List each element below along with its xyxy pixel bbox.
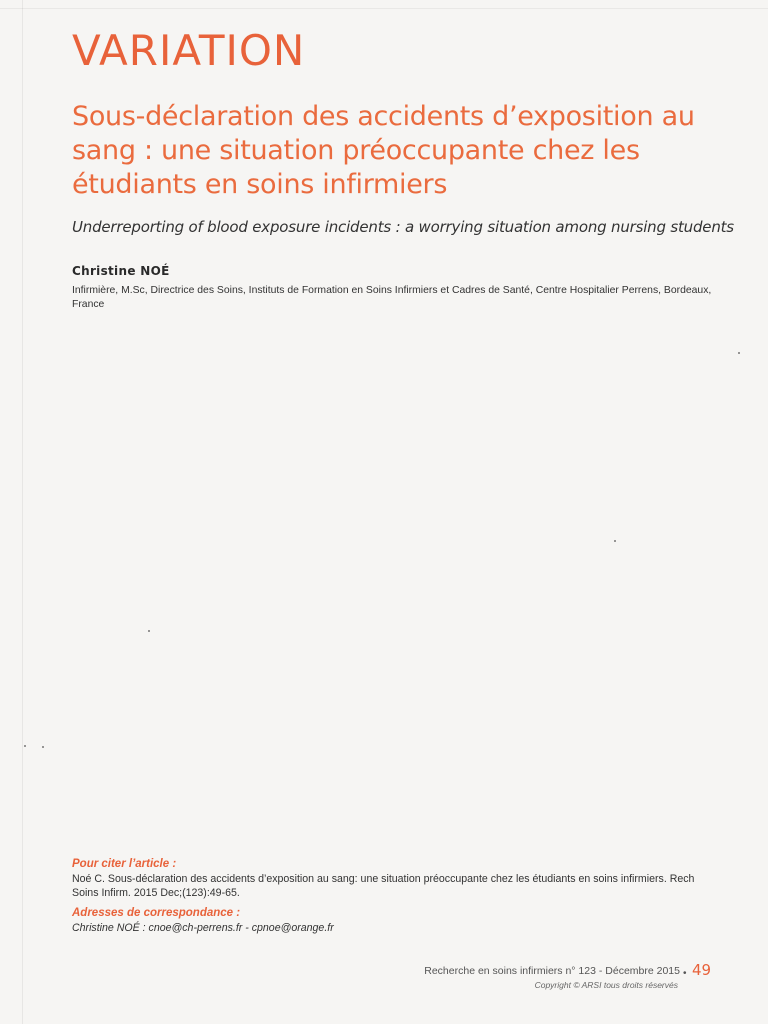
footer-separator: • <box>683 968 687 979</box>
article-title-french: Sous-déclaration des accidents d’exposition au sang : une situation préoccupante chez les étudiants en soins infirmiers <box>72 101 695 200</box>
correspondence-text: Christine NOÉ : cnoe@ch-perrens.fr - cpnoe@orange.fr <box>72 922 334 934</box>
page-edge <box>22 0 23 1024</box>
scan-speck <box>24 745 26 747</box>
citation-text: Noé C. Sous-déclaration des accidents d’exposition au sang: une situation préoccupante chez les étudiants en soins infirmiers. Rech Soins Infirm. 2015 Dec;(123):49-65. <box>72 873 695 899</box>
correspondence-heading: Adresses de correspondance : <box>72 907 241 919</box>
page-edge-top <box>0 8 768 9</box>
author-name: Christine NOÉ <box>72 264 170 278</box>
citation-heading: Pour citer l’article : <box>72 858 177 870</box>
footer-journal: Recherche en soins infirmiers n° 123 - Décembre 2015 <box>424 965 680 977</box>
scan-speck <box>42 746 44 748</box>
scan-speck <box>614 540 616 542</box>
footer-copyright: Copyright © ARSI tous droits réservés <box>534 980 678 990</box>
citation-block <box>72 857 722 935</box>
page-number: 49 <box>692 961 712 979</box>
author-affiliation: Infirmière, M.Sc, Directrice des Soins, Instituts de Formation en Soins Infirmiers et Cadres de Santé, Centre Hospitalier Perrens, Bordeaux, France <box>72 285 712 310</box>
article-title-english: Underreporting of blood exposure incidents : a worrying situation among nursing students <box>72 218 734 236</box>
scan-speck <box>738 352 740 354</box>
scan-speck <box>148 630 150 632</box>
section-label: VARIATION <box>72 26 306 75</box>
